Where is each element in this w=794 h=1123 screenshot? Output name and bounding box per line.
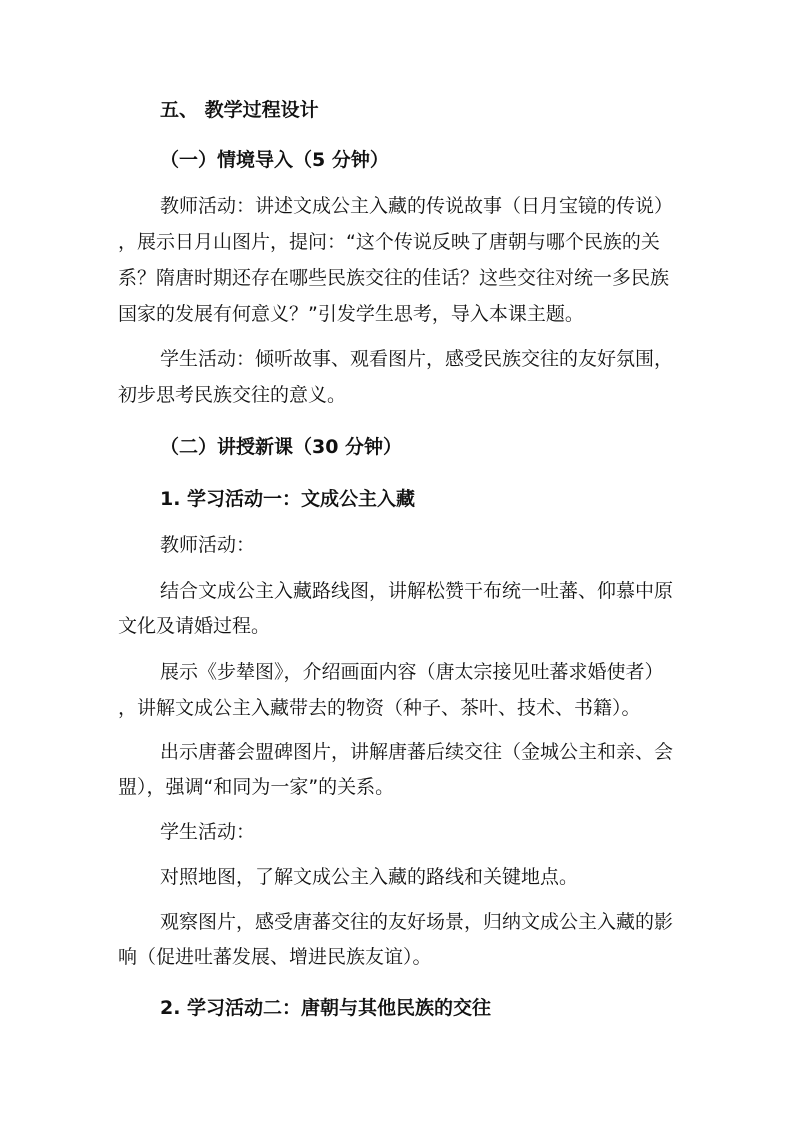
- part1-teacher-line-3: 系？隋唐时期还存在哪些民族交往的佳话？这些交往对统一多民族: [118, 267, 670, 289]
- activity1-p2-line-1: 展示《步辇图》，介绍画面内容（唐太宗接见吐蕃求婚使者）: [160, 661, 664, 683]
- activity1-p3-line-1: 出示唐蕃会盟碑图片，讲解唐蕃后续交往（金城公主和亲、会: [160, 741, 674, 763]
- activity1-heading: 1. 学习活动一：文成公主入藏: [160, 488, 416, 510]
- activity1-s2-line-1: 观察图片，感受唐蕃交往的友好场景，归纳文成公主入藏的影: [160, 911, 674, 933]
- part1-teacher-line-4: 国家的发展有何意义？”引发学生思考，导入本课主题。: [118, 303, 584, 325]
- activity1-p1-line-2: 文化及请婚过程。: [118, 615, 271, 637]
- part2-heading: （二）讲授新课（30 分钟）: [160, 436, 403, 458]
- activity1-p1-line-1: 结合文成公主入藏路线图，讲解松赞干布统一吐蕃、仰慕中原: [160, 580, 674, 602]
- part1-teacher-line-1: 教师活动：讲述文成公主入藏的传说故事（日月宝镜的传说）: [160, 195, 674, 217]
- activity1-s2-line-2: 响（促进吐蕃发展、增进民族友谊）。: [118, 946, 432, 968]
- activity2-heading: 2. 学习活动二：唐朝与其他民族的交往: [160, 997, 492, 1019]
- part1-heading: （一）情境导入（5 分钟）: [160, 149, 389, 171]
- part1-teacher-line-2: ，展示日月山图片，提问：“这个传说反映了唐朝与哪个民族的关: [118, 231, 660, 253]
- activity1-student-label: 学生活动：: [160, 821, 256, 843]
- part1-student-line-1: 学生活动：倾听故事、观看图片，感受民族交往的友好氛围，: [160, 348, 674, 370]
- part1-student-line-2: 初步思考民族交往的意义。: [118, 384, 347, 406]
- activity1-p3-line-2: 盟），强调“和同为一家”的关系。: [118, 776, 395, 798]
- section-heading: 五、 教学过程设计: [160, 99, 319, 121]
- activity1-teacher-label: 教师活动：: [160, 534, 256, 556]
- activity1-s1-line-1: 对照地图，了解文成公主入藏的路线和关键地点。: [160, 866, 579, 888]
- activity1-p2-line-2: ，讲解文成公主入藏带去的物资（种子、茶叶、技术、书籍）。: [118, 697, 641, 719]
